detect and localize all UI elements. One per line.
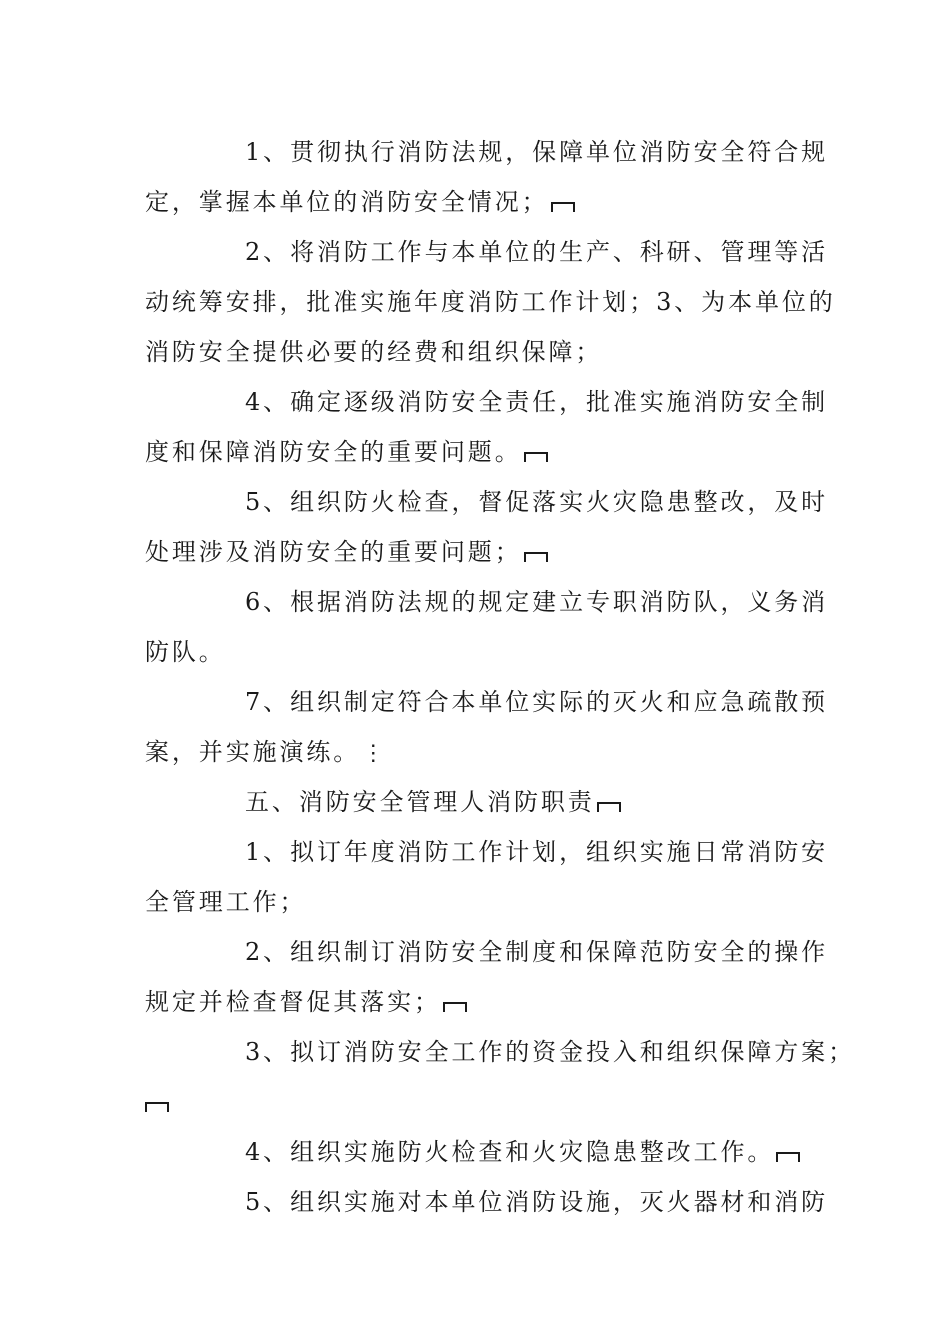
text-line (245, 1136, 800, 1168)
text-line (145, 886, 306, 918)
text-line (245, 1186, 828, 1218)
line-text: 5、组织防火检查，督促落实火灾隐患整改，及时 (245, 488, 829, 516)
bracket-mark-icon (597, 802, 621, 812)
text-line (145, 436, 548, 468)
line-text: 动统筹安排，批准实施年度消防工作计划；3、为本单位的 (145, 288, 836, 316)
line-text: 5、组织实施对本单位消防设施，灭火器材和消防 (245, 1188, 829, 1216)
bracket-mark-icon (776, 1152, 800, 1162)
line-text: 防队。 (145, 638, 226, 666)
text-line (245, 1036, 855, 1068)
vertical-dots-icon: ⋮ (362, 741, 388, 766)
text-line (245, 836, 828, 868)
text-line (245, 586, 828, 618)
line-text: 2、组织制订消防安全制度和保障范防安全的操作 (245, 938, 829, 966)
text-line (145, 986, 467, 1018)
line-text: 2、将消防工作与本单位的生产、科研、管理等活 (245, 238, 829, 266)
text-line (145, 736, 387, 770)
text-line (245, 386, 828, 418)
line-text: 五、消防安全管理人消防职责 (245, 788, 595, 816)
line-text: 6、根据消防法规的规定建立专职消防队，义务消 (245, 588, 829, 616)
bracket-mark-icon (551, 202, 575, 212)
text-line (245, 236, 828, 268)
line-text: 消防安全提供必要的经费和组织保障； (145, 338, 603, 366)
line-text: 1、拟订年度消防工作计划，组织实施日常消防安 (245, 838, 829, 866)
section-heading (245, 786, 621, 818)
line-text: 3、拟订消防安全工作的资金投入和组织保障方案； (245, 1038, 855, 1066)
line-text: 全管理工作； (145, 888, 307, 916)
bracket-mark-icon (524, 552, 548, 562)
bracket-mark-icon (524, 452, 548, 462)
text-line (245, 136, 828, 168)
text-line (245, 686, 828, 718)
line-text: 处理涉及消防安全的重要问题； (145, 538, 522, 566)
line-text: 度和保障消防安全的重要问题。 (145, 438, 522, 466)
line-text: 4、确定逐级消防安全责任，批准实施消防安全制 (245, 388, 829, 416)
line-text: 1、贯彻执行消防法规，保障单位消防安全符合规 (245, 138, 829, 166)
text-line (145, 336, 602, 368)
text-line (145, 536, 548, 568)
bracket-mark-icon (443, 1002, 467, 1012)
text-line (145, 1086, 169, 1118)
line-text: 7、组织制定符合本单位实际的灭火和应急疏散预 (245, 688, 829, 716)
text-line (145, 636, 226, 668)
line-text: 4、组织实施防火检查和火灾隐患整改工作。 (245, 1138, 775, 1166)
line-text: 规定并检查督促其落实； (145, 988, 441, 1016)
bracket-mark-icon (145, 1102, 169, 1112)
line-text: 案，并实施演练。 (145, 738, 361, 766)
text-line (145, 286, 836, 318)
line-text: 定，掌握本单位的消防安全情况； (145, 188, 549, 216)
text-line (245, 936, 828, 968)
text-line (145, 186, 575, 218)
text-line (245, 486, 828, 518)
